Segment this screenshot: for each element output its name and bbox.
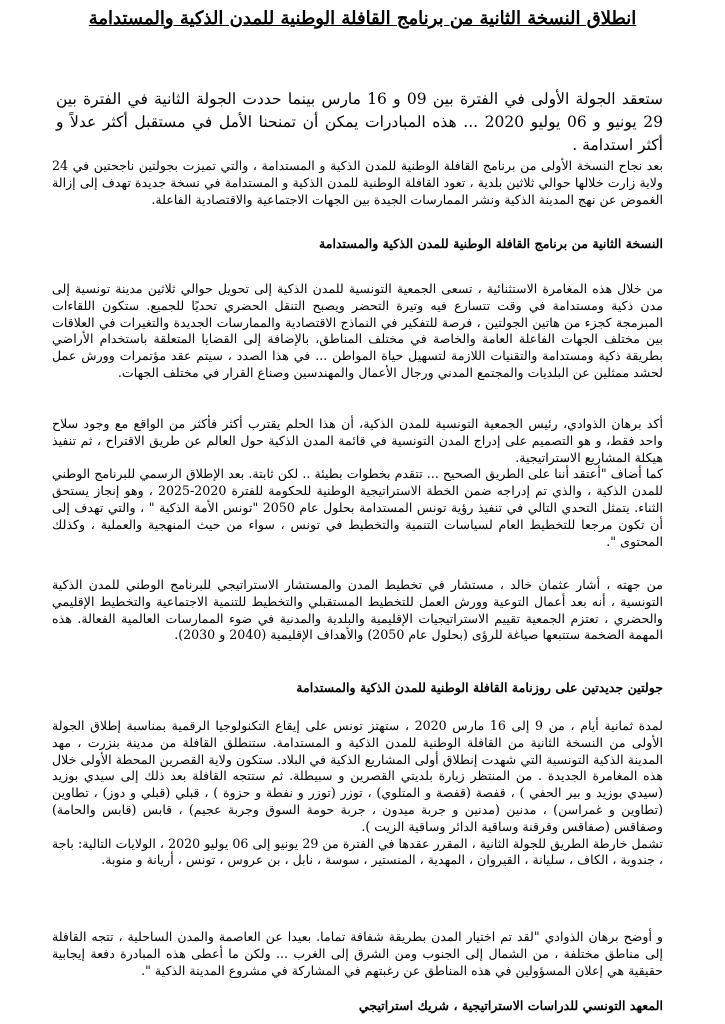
paragraph-mission: من خلال هذه المغامرة الاستثنائية ، تسعى الجمعية التونسية للمدن الذكية إلى تحويل حوالي ثلاثين مدينة تونسية إلى مدن ذكية ومستدامة في وقت تتسارع فيه وتيرة التحضر ويصبح التنقل الحضري تحديًا للجميع. ستكون اللقاءات المبرمجة كجزء من هاتين الجولتين ، فرصة للتفكير في النماذج الاقتصادية والممارسات الجديدة والتغيرات في العلاقات بين مختلف الجهات الفاعلة العامة والخاصة في مختلف المناطق، بالإضافة إلى القضايا المتعلقة باستخدام الأراضي بطريقة ذكية ومستدامة والتقنيات اللازمة لتسهيل حياة المواطن ... في هذا الصدد ، سيتم عقد مؤتمرات وورش عمل لحشد ممثلين عن البلديات والمجتمع المدني ورجال الأعمال والمهندسين وصناع القرار في مختلف الجهات. [52, 281, 663, 380]
paragraph-second-tour: تشمل خارطة الطريق للجولة الثانية ، المقرر عقدها في الفترة من 29 يونيو إلى 06 يوليو 2020 ، الولايات التالية: باجة ، جندوبة ، الكاف ، سليانة ، القيروان ، المهدية ، المنستير ، سوسة ، نابل ، بن عروس ، تونس ، أريانة و منوبة. [52, 835, 663, 868]
section-heading-second-edition: النسخة الثانية من برنامج القافلة الوطنية للمدن الذكية والمستدامة [318, 236, 663, 251]
paragraph-group-president [52, 416, 663, 550]
paragraph-advisor: من جهته ، أشار عثمان خالد ، مستشار في تخطيط المدن والمستشار الاستراتيجي للبرنامج الوطني للمدن الذكية التونسية ، أنه بعد أعمال التوعية وورش العمل للتخطيط المستقبلي والتخطيط للتنمية الاجتماعية والتخطيط الإقليمي والحضري ، تعتزم الجمعية تقييم الاستراتيجيات الإقليمية والبلدية والمدنية في ضوء الممارسات العالمية الفعالة. هذه المهمة الضخمة ستتبعها صياغة للرؤى (بحلول عام 2050) والأهداف الإقليمية (2040 و 2030). [52, 577, 663, 643]
paragraph-president-quote: كما أضاف "أعتقد أننا على الطريق الصحيح ... تتقدم بخطوات بطيئة .. لكن ثابتة. بعد الإطلاق الرسمي للبرنامج الوطني للمدن الذكية ، والذي تم إدراجه ضمن الخطة الاستراتيجية الوطنية للحكومة للفترة 2020-2025 ، وهو إنجاز يستحق الثناء. يتمثل التحدي التالي في تنفيذ رؤية تونس المستدامة بحلول عام 2050 "تونس الأمة الذكية " ، والتي تهدف إلى أن تكون مرجعا للتخطيط العام لسياسات التنمية والتخطيط في تونس ، سواء من حيث المنهجية والعملية ، وكذلك المحتوى ". [52, 466, 664, 549]
lead-paragraph: ستعقد الجولة الأولى في الفترة بين 09 و 16 مارس بينما حددت الجولة الثانية في الفترة بين 29 يونيو و 06 يوليو 2020 ... هذه المبادرات يمكن أن تمنحنا الأمل في مستقبل أكثر عدلاً و أكثر استدامة . [56, 90, 663, 154]
paragraph-first-tour: لمدة ثمانية أيام ، من 9 إلى 16 مارس 2020 ، ستهتز تونس على إيقاع التكنولوجيا الرقمية بمناسبة إطلاق الجولة الأولى من النسخة الثانية من القافلة الوطنية للمدن الذكية و المستدامة. ستنطلق القافلة من مدينة بنزرت ، مهد المدينة الذكية التونسية التي شهدت إنطلاق أولى المشاريع الذكية في البلاد. ستكون ولاية القصرين المحطة الأولى خلال هذه المغامرة الجديدة . من المنتظر زيارة بلديتي القصرين و سبيطلة. ثم ستتجه القافلة بعد ذلك إلى سيدي بوزيد (سيدي بوزيد و بير الحفي ) ، قفصة (قفصة و المتلوي) ، توزر (توزر و نفطة و حزوة ) ، قبلي (قبلي و دوز) ، تطاوين (تطاوين و غمراسن) ، مدنين (مدنين و جربة ميدون ، جربة حومة السوق وجربة عجيم) ، قابس (قابس والحامة) وصفاقس (صفاقس وقرقنة وساقية الدائر وساقية الزيت ). [52, 718, 664, 834]
paragraph-city-selection: و أوضح برهان الذوادي "لقد تم اختيار المدن بطريقة شفافة تماما. بعيدا عن العاصمة والمدن الساحلية ، تتجه القافلة إلى مناطق مختلفة ، من الشمال إلى الجنوب ومن الشرق إلى الغرب ... ولكن ما أعطى هذه المبادرة دفعة إيجابية حقيقية هي إعلان المسؤولين في هذه المناطق عن رغبتهم في المشاركة في مشروع المدينة الذكية ". [52, 929, 663, 978]
document-title: انطلاق النسخة الثانية من برنامج القافلة الوطنية للمدن الذكية والمستدامة [88, 8, 637, 29]
paragraph-group-tours [52, 718, 663, 869]
section-heading-partner: المعهد التونسي للدراسات الاستراتيجية ، شريك استراتيجي [358, 998, 663, 1013]
section-heading-two-tours: جولتين جديدتين على روزنامة القافلة الوطنية للمدن الذكية والمستدامة [296, 680, 663, 695]
paragraph-president-statement: أكد برهان الذوادي، رئيس الجمعية التونسية للمدن الذكية، أن هذا الحلم يقترب أكثر فأكثر من الواقع مع وجود سلاح واحد فقط، و هو التصميم على إدراج المدن التونسية في قائمة المدن الذكية حول العالم عن طريق الاقتراح ، ثم تنفيذ هيكلة المشاريع الاستراتيجية. [52, 416, 663, 465]
intro-paragraph: بعد نجاح النسخة الأولى من برنامج القافلة الوطنية للمدن الذكية و المستدامة ، والتي تميزت بجولتين ناجحتين في 24 ولاية زارت خلالها حوالي ثلاثين بلدية ، تعود القافلة الوطنية للمدن الذكية و المستدامة في نسخة جديدة تهدف إلى إزالة الغموض عن نهج المدينة الذكية ونشر الممارسات الجيدة بين الجهات الاجتماعية والاقتصادية الفاعلة. [52, 158, 663, 207]
